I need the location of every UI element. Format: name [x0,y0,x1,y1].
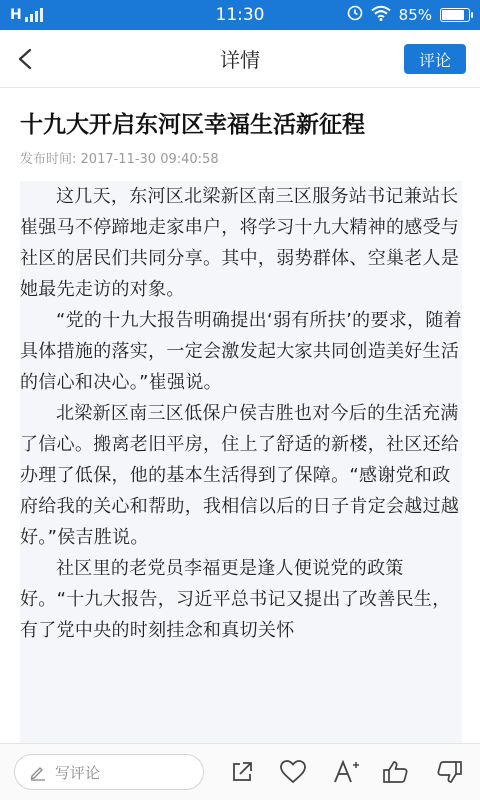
wifi-icon [371,5,391,25]
comment-button[interactable]: 评论 [404,44,466,74]
share-button[interactable] [226,756,258,788]
nav-bar [0,30,480,88]
network-type: H [10,7,22,23]
font-size-icon [332,759,360,785]
alarm-icon [347,5,363,25]
favorite-heart-icon [279,759,307,785]
back-button[interactable] [10,44,40,74]
battery-icon [440,8,470,22]
page-title: 详情 [220,48,260,72]
write-comment-input[interactable] [14,754,204,790]
paragraph: “党的十九大报告明确提出‘弱有所扶’的要求，随着具体措施的落实，一定会激发起大家共同创造美好生活的信心和决心。”崔强说。 [20,310,462,393]
dislike-thumbs-down-icon [435,759,463,785]
paragraph: 北梁新区南三区低保户侯吉胜也对今后的生活充满了信心。搬离老旧平房，住上了舒适的新楼，社区还给办理了低保，他的基本生活得到了保障。“感谢党和政府给我的关心和帮助，我相信以后的日子肯定会越过越好。”侯吉胜说。 [20,403,460,548]
publish-time: 2017-11-30 09:40:58 [80,152,219,167]
publish-info [20,148,219,167]
status-bar [0,0,480,30]
signal-icon [25,8,43,22]
font-size-button[interactable] [330,756,362,788]
article-title: 十九大开启东河区幸福生活新征程 [20,112,365,138]
battery-fill [442,10,464,20]
back-arrow-icon [17,48,33,70]
paragraph: 社区里的老党员李福更是逢人便说党的政策好。“十九大报告，习近平总书记又提出了改善民生，有了党中央的时刻挂念和真切关怀 [20,558,451,641]
like-button[interactable] [380,756,412,788]
pencil-icon [29,763,47,781]
favorite-button[interactable] [277,756,309,788]
article [0,88,480,743]
status-right [347,5,470,25]
share-icon [229,759,255,785]
status-left [10,7,43,23]
publish-label: 发布时间: [20,152,77,167]
status-time: 11:30 [215,5,265,25]
bottom-bar [0,743,480,800]
paragraph: 这几天，东河区北梁新区南三区服务站书记兼站长崔强马不停蹄地走家串户，将学习十九大精神的感受与社区的居民们共同分享。其中，弱势群体、空巢老人是她最先走访的对象。 [20,186,460,300]
write-comment-placeholder: 写评论 [55,763,101,782]
like-thumbs-up-icon [382,759,410,785]
battery-percent: 85% [398,6,432,24]
article-content [20,181,462,743]
dislike-button[interactable] [433,756,465,788]
